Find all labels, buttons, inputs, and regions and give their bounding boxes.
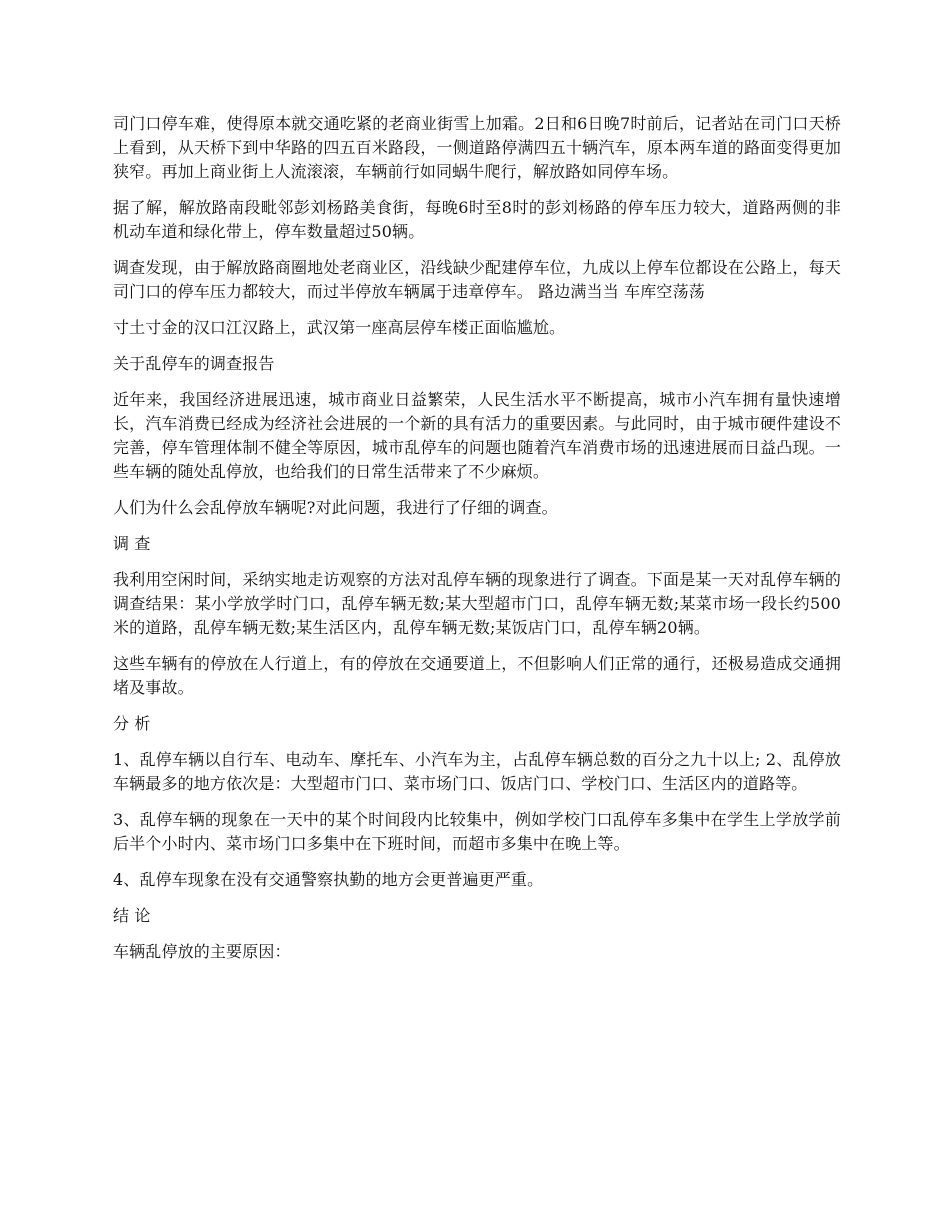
analysis-item-3: 3、乱停车辆的现象在一天中的某个时间段内比较集中，例如学校门口乱停车多集中在学生上学放学前后半个小时内、菜市场门口多集中在下班时间，而超市多集中在晚上等。 xyxy=(113,810,841,853)
paragraph-question: 人们为什么会乱停放车辆呢?对此问题，我进行了仔细的调查。 xyxy=(113,498,558,517)
paragraph-introduction: 近年来，我国经济进展迅速，城市商业日益繁荣，人民生活水平不断提高，城市小汽车拥有量快速增长，汽车消费已经成为经济社会进展的一个新的具有活力的重要因素。与此同时，由于城市硬件建设不完善，停车管理体制不健全等原因，城市乱停车的问题也随着汽车消费市场的迅速进展而日益凸现。一些车辆的随处乱停放，也给我们的日常生活带来了不少麻烦。 xyxy=(113,390,841,481)
report-title: 关于乱停车的调查报告 xyxy=(113,354,275,373)
analysis-item-4: 4、乱停车现象在没有交通警察执勤的地方会更普遍更严重。 xyxy=(113,870,544,889)
paragraph-impact: 这些车辆有的停放在人行道上，有的停放在交通要道上，不但影响人们正常的通行，还极易造成交通拥堵及事故。 xyxy=(113,654,841,697)
paragraph-main-causes: 车辆乱停放的主要原因： xyxy=(113,942,291,961)
section-heading-investigation: 调 查 xyxy=(113,534,151,553)
analysis-item-1-2: 1、乱停车辆以自行车、电动车、摩托车、小汽车为主，占乱停车辆总数的百分之九十以上; 2、乱停放车辆最多的地方依次是：大型超市门口、菜市场门口、饭店门口、学校门口、生活区内的道路等。 xyxy=(113,750,841,793)
section-heading-conclusion: 结 论 xyxy=(113,906,151,925)
paragraph-investigation-findings: 调查发现，由于解放路商圈地处老商业区，沿线缺少配建停车位，九成以上停车位都设在公路上，每天司门口的停车压力都较大，而过半停放车辆属于违章停车。 路边满当当 车库空荡荡 xyxy=(113,258,841,301)
paragraph-simenkou-parking: 司门口停车难，使得原本就交通吃紧的老商业街雪上加霜。2日和6日晚7时前后，记者站在司门口天桥上看到，从天桥下到中华路的四五百米路段，一侧道路停满四五十辆汽车，原本两车道的路面变得更加狭窄。再加上商业街上人流滚滚，车辆前行如同蜗牛爬行，解放路如同停车场。 xyxy=(113,114,841,181)
paragraph-survey-results: 我利用空闲时间，采纳实地走访观察的方法对乱停车辆的现象进行了调查。下面是某一天对乱停车辆的调查结果：某小学放学时门口，乱停车辆无数;某大型超市门口，乱停车辆无数;某菜市场一段长约500米的道路，乱停车辆无数;某生活区内，乱停车辆无数;某饭店门口，乱停车辆20辆。 xyxy=(113,570,841,637)
section-heading-analysis: 分 析 xyxy=(113,714,151,733)
document-body xyxy=(113,112,841,976)
paragraph-pengliuyang-road: 据了解，解放路南段毗邻彭刘杨路美食街，每晚6时至8时的彭刘杨路的停车压力较大，道路两侧的非机动车道和绿化带上，停车数量超过50辆。 xyxy=(113,198,841,241)
paragraph-jianghan-road: 寸土寸金的汉口江汉路上，武汉第一座高层停车楼正面临尴尬。 xyxy=(113,318,566,337)
